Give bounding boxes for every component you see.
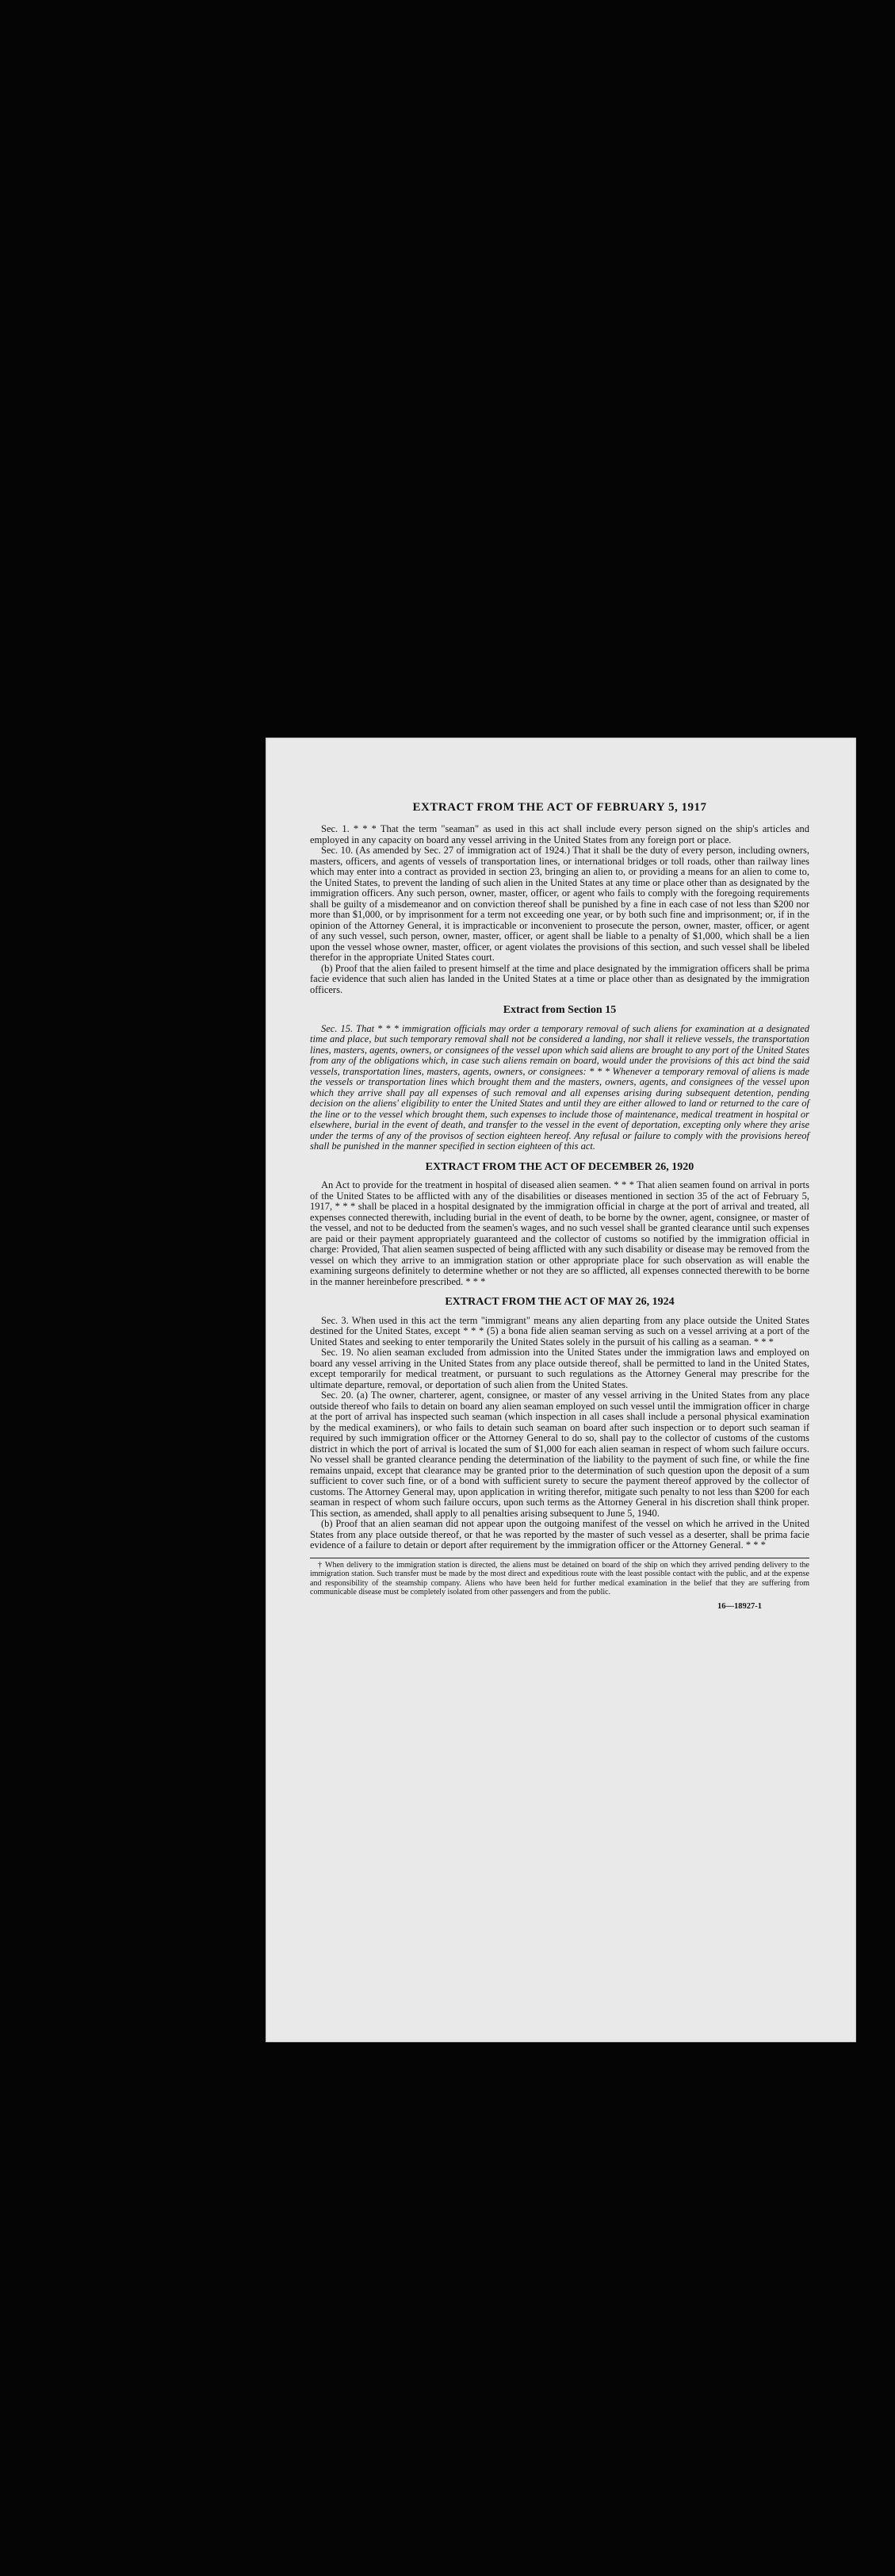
heading-section-15: Extract from Section 15	[503, 1004, 617, 1016]
paragraph-sec-19: Sec. 19. No alien seaman excluded from admission into the United States under the immigration laws and employed on board any vessel arriving in the United States from any place outside thereof, shall be permitted to land in the United States, except temporarily for medical treatment, or pursuant to such regulations as the Attorney General may prescribe for the ultimate departure, removal, or deportation of such alien from the United States.	[310, 1347, 809, 1390]
paragraph-act-1920: An Act to provide for the treatment in hospital of diseased alien seamen. * * * That alien seamen found on arrival in ports of the United States to be afflicted with any of the disabilities or diseases mentioned in section 35 of the act of February 5, 1917, * * * shall be placed in a hospital designated by the immigration official in charge at the port of arrival and treated, all expenses connected therewith, including burial in the event of death, to be borne by the owner, agent, consignee, or master of the vessel, and not to be deducted from the seamen's wages, and no such vessel shall be granted clearance until such expenses are paid or their payment appropriately guaranteed and the collector of customs so notified by the immigration official in charge: Provided, That alien seamen suspected of being afflicted with any such disability or disease may be removed from the vessel on which they arrive to an immigration station or other appropriate place for such observation as will enable the examining surgeons definitely to determine whether or not they are so afflicted, all expenses connected therewith to be borne in the manner hereinbefore prescribed. * * *	[310, 1179, 809, 1287]
heading-act-1920: EXTRACT FROM THE ACT OF DECEMBER 26, 1920	[425, 1160, 694, 1173]
paragraph-sec-3: Sec. 3. When used in this act the term "immigrant" means any alien departing from any place outside the United States destined for the United States, except * * * (5) a bona fide alien seaman serving as such on a vessel arriving at a port of the United States and seeking to enter temporarily the United States solely in the pursuit of his calling as a seaman. * * *	[310, 1314, 809, 1347]
document-page	[266, 738, 856, 2042]
paragraph-sec-1: Sec. 1. * * * That the term "seaman" as used in this act shall include every person signed on the ship's articles and employed in any capacity on board any vessel arriving in the United States from any foreign port or place.	[310, 823, 809, 845]
paragraph-sec-20a: Sec. 20. (a) The owner, charterer, agent, consignee, or master of any vessel arriving in the United States from any place outside thereof who fails to detain on board any alien seaman employed on such vessel until the immigration officer in charge at the port of arrival has inspected such seaman (which inspection in all cases shall include a personal physical examination by the medical examiners), or who fails to detain such seaman on board after such inspection or to deport such seaman if required by such immigration officer or the Attorney General to do so, shall pay to the collector of customs of the customs district in which the port of arrival is located the sum of $1,000 for each alien seaman in respect of whom such failure occurs. No vessel shall be granted clearance pending the determination of the liability to the payment of such fine, or while the fine remains unpaid, except that clearance may be granted prior to the determination of such question upon the deposit of a sum sufficient to cover such fine, or of a bond with sufficient surety to secure the payment thereof approved by the collector of customs. The Attorney General may, upon application in writing therefor, mitigate such penalty to not less than $200 for each seaman in respect of whom such failure occurs, upon such terms as the Attorney General in his discretion shall think proper. This section, as amended, shall apply to all penalties arising subsequent to June 5, 1940.	[310, 1390, 809, 1519]
form-number: 16—18927-1	[717, 1601, 762, 1611]
paragraph-sec-10: Sec. 10. (As amended by Sec. 27 of immigration act of 1924.) That it shall be the duty of every person, including owners, masters, officers, and agents of vessels of transportation lines, or international bridges or toll roads, other than railway lines which may enter into a contract as provided in section 23, bringing an alien to, or providing a means for an alien to come to, the United States, to prevent the landing of such alien in the United States at any time or place other than as designated by the immigration officers. Any such person, owner, master, officer, or agent who fails to comply with the foregoing requirements shall be guilty of a misdemeanor and on conviction thereof shall be punished by a fine in each case of not less than $200 nor more than $1,000, or by imprisonment for a term not exceeding one year, or by both such fine and imprisonment; or, if in the opinion of the Attorney General, it is impracticable or inconvenient to prosecute the person, owner, master, officer, or agent of any such vessel, such person, owner, master, officer, or agent shall be liable to a penalty of $1,000, which shall be a lien upon the vessel whose owner, master, officer, or agent violates the provisions of this section, and such vessel shall be libeled therefor in the appropriate United States court.	[310, 845, 809, 963]
paragraph-sec-20b: (b) Proof that an alien seaman did not appear upon the outgoing manifest of the vessel on which he arrived in the United States from any place outside thereof, or that he was reported by the master of such vessel as a deserter, shall be prima facie evidence of a failure to detain or deport after requirement by the immigration officer or the Attorney General. * * *	[310, 1518, 809, 1551]
heading-act-1924: EXTRACT FROM THE ACT OF MAY 26, 1924	[445, 1296, 675, 1308]
heading-act-1917: EXTRACT FROM THE ACT OF FEBRUARY 5, 1917	[412, 801, 707, 814]
footnote: † When delivery to the immigration station is directed, the aliens must be detained on board of the ship on which they arrived pending delivery to the immigration station. Such transfer must be made by the most direct and expeditious route with the least possible contact with the public, and at the expense and responsibility of the steamship company. Aliens who have been held for further medical examination in the belief that they are suffering from communicable disease must be completely isolated from other passengers and from the public.	[310, 1560, 809, 1597]
paragraph-sec-10b: (b) Proof that the alien failed to present himself at the time and place designated by the immigration officers shall be prima facie evidence that such alien has landed in the United States at a time or place other than as designated by the immigration officers.	[310, 962, 809, 995]
paragraph-sec-15: Sec. 15. That * * * immigration officials may order a temporary removal of such aliens for examination at a designated time and place, but such temporary removal shall not be considered a landing, nor shall it relieve vessels, the transportation lines, masters, agents, owners, or consignees of the vessel upon which said aliens are brought to any port of the United States from any of the obligations which, in case such aliens remain on board, would under the provisions of this act bind the said vessels, transportation lines, masters, agents, owners, or consignees: * * * Whenever a temporary removal of aliens is made the vessels or transportation lines which brought them and the masters, owners, agents, and consignees of the vessel upon which they arrive shall pay all expenses of such removal and all expenses arising during subsequent detention, pending decision on the aliens' eligibility to enter the United States and until they are either allowed to land or returned to the care of the line or to the vessel which brought them, such expenses to include those of maintenance, medical treatment in hospital or elsewhere, burial in the event of death, and transfer to the vessel in the event of deportation, excepting only where they arise under the terms of any of the provisos of section eighteen hereof. Any refusal or failure to comply with the provisions hereof shall be punished in the manner specified in section eighteen of this act.	[310, 1022, 809, 1152]
document-body	[310, 801, 809, 1612]
